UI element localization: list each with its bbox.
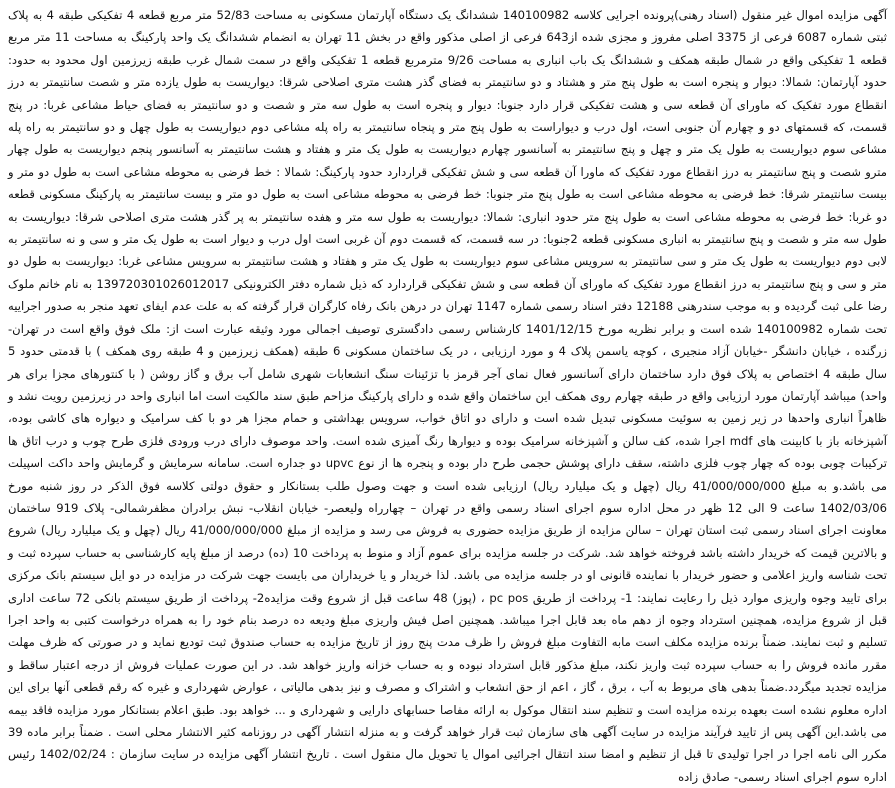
- auction-notice: [8, 4, 888, 784]
- notice-body: آگهی مزایده اموال غیر منقول (اسناد رهنی)پرونده اجرایی کلاسه 140100982 ششدانگ یک دستگاه آپارتمان مسکونی به مساحت 52/83 متر مربع قطعه 4 تفکیکی طبقه 4 به پلاک ثبتی شماره 6087 فرعی از 3375 اصلی مفروز و مجزی شده از643 فرعی از اصلی مذکور واقع در بخش 11 تهران به انضمام ششدانگ یک واحد پارکینگ به مساحت 11 متر مربع قطعه 1 تفکیکی واقع در شمال طبقه همکف و ششدانگ یک باب انباری به مساحت 9/26 مترمربع قطعه 1 تفکیکی واقع در سمت شمال غرب طبقه زیرزمین اول محدود به حدود: حدود آپارتمان: شمالا: دیوار و پنجره است به طول پنج متر و هشتاد و دو سانتیمتر به فضای گذر هشت متری اصلاحی شرقا: دیواریست به طول یازده متر و شصت سانتیمتر به درز انقطاع مورد تفکیک که ماورای آن قطعه سی و هشت تفکیکی قرار دارد جنوبا: دیوار و پنجره است به طول سه متر و شصت و دو سانتیمتر به فضای حیاط مشاعی غربا: در پنج قسمت، که قسمتهای دو و چهارم آن جنوبی است، اول درب و دیواراست به طول پنج متر و پنجاه سانتیمتر به راه پله مشاعی دوم دیواریست به طول چهل و دو سانتیمتر به راه پله مشاعی سوم دیواریست به طول یک متر و چهل و پنج سانتیمتر به آسانسور چهارم دیواریست به طول یک متر و هفتاد و هشت سانتیمتر به آسانسور پنجم دیواریست به طول چهار مترو شصت و پنج سانتیمتر به درز انقطاع مورد تفکیک که ماورا آن قطعه سی و شش تفکیکی قراردارد حدود پارکینگ: شمالا : خط فرضی به محوطه مشاعی است به طول دو متر و بیست سانتیمتر شرقا: خط فرضی به محوطه مشاعی است به طول پنج متر جنوبا: خط فرضی به محوطه مشاعی است به طول دو متر و بیست سانتیمتر به پارکینگ مسکونی قطعه دو غربا: خط فرضی به محوطه مشاعی است به طول پنج متر حدود انباری: شمالا: دیواریست به طول سه متر و هفده سانتیمتر به پر گذر هشت متری اصلاحی شرقا: دیواریست به طول سه متر و شصت و پنج سانتیمتر به انباری مسکونی قطعه 2جنوبا: در سه قسمت، که قسمت دوم آن غربی است اول درب و دیوار است به طول یک متر و سی و نه سانتیمتر به لابی دوم دیواریست به طول یک متر و سی سانتیمتر به سرویس مشاعی سوم دیواریست به طول یک متر و هفتاد و هشت سانتیمتر به سرویس مشاعی غربا: دیواریست به طول دو متر و سی و پنج سانتیمتر به درز انقطاع مورد تفکیک که ماورای آن قطعه سی و شش تفکیکی قراردارد که ذیل شماره دفتر الکترونیکی 139720301026012017 به نام خانم ملوک رضا علی ثبت گردیده و به موجب سندرهنی 12188 دفتر اسناد رسمی شماره 1147 تهران در درهن بانک رفاه کارگران قرار گرفته که به علت عدم ایفای تعهد منجر به صدور اجراییه تحت شماره 140100982 شده است و برابر نظریه مورخ 1401/12/15 کارشناس رسمی دادگستری توصیف اجمالی مورد وثیقه عبارت است از: ملک فوق واقع است در تهران- زرگنده ، خیابان دانشگر -خیابان آزاد منجیری ، کوچه یاسمن پلاک 4 و مورد ارزیابی ، در یک ساختمان مسکونی 6 طبقه (همکف زیرزمین و 4 طبقه روی همکف ) با قدمتی حدود 5 سال طبقه 4 اختصاص به پلاک فوق دارد ساختمان دارای آسانسور فعال نمای آجر قرمز با تزئینات سنگ انشعابات شهری شامل آب برق و گاز روشن ( با کنتورهای مجزا برای هر واحد) میباشد آپارتمان مورد ارزیابی واقع در طبقه چهارم روی همکف این ساختمان واقع شده و دارای پارکینگ مزاحم طبق سند مالکیت است اما انباری واحد در زیرزمین رویت نشد و ظاهراً انباری واحدها در زیر زمین به سوئیت مسکونی تبدیل شده است و دارای دو اتاق خواب، سرویس بهداشتی و حمام مجزا هر دو با کف سرامیک و دیواره های کاشی بوده، آشپزخانه باز با کابینت های mdf اجرا شده، کف سالن و آشپزخانه سرامیک بوده و دیوارها رنگ آمیزی شده است. واحد موصوف دارای درب ورودی فلزی طرح چوب و درب اتاق ها ترکیبات چوبی بوده که چهار چوب فلزی داشته، سقف دارای پوشش حجمی طرح دار بوده و پنجره ها از نوع upvc دو جداره است. سامانه سرمایش و گرمایش واحد داکت اسپیلت می باشد.و به مبلغ 41/000/000/000 ریال (چهل و یک میلیارد ریال) ارزیابی شده است و جهت وصول طلب بستانکار و حقوق دولتی کلاسه فوق الذکر در روز شنبه مورخ 1402/03/06 ساعت 9 الی 12 ظهر در محل اداره سوم اجرای اسناد رسمی واقع در تهران – چهارراه ولیعصر- خیابان انقلاب- نبش برادران مظفرشمالی- پلاک 919 ساختمان معاونت اجرای اسناد رسمی ثبت استان تهران – سالن مزایده از طریق مزایده حضوری به فروش می رسد و مزایده از مبلغ 41/000/000/000 ریال (چهل و یک میلیارد ریال) شروع و بالاترین قیمت که خریدار داشته باشد فروخته خواهد شد. شرکت در جلسه مزایده برای عموم آزاد و منوط به پرداخت 10 (ده) درصد از مبلغ پایه کارشناسی به حساب سپرده ثبت و تحت شناسه واریز اعلامی و حضور خریدار با نماینده قانونی او در جلسه مزایده می باشد. لذا خریدار و یا خریداران می بایست جهت شرکت در مزایده در دو ایل سیستم بانک مرکزی برای تایید وجوه واریزی موارد ذیل را رعایت نمایند: 1- پرداخت از طریق pc pos ، (پوز) 48 ساعت قبل از شروع وقت مزایده2- پرداخت از طریق سیستم بانکی 72 ساعت اداری قبل از شروع مزایده، همچنین استرداد وجوه از دهم ماه بعد قابل اجرا میباشد. همچنین اصل فیش واریزی مبلغ ودیعه ده درصد بنام خود را به همراه درخواست کتبی به واحد اجرا تسلیم و ثبت نمایند. ضمناً برنده مزایده مکلف است مابه التفاوت مبلغ فروش را ظرف مدت پنج روز از تاریخ مزایده به حساب صندوق ثبت تودیع نماید و در صورتی که ظرف مهلت مقرر مانده فروش را به حساب سپرده ثبت واریز نکند، مبلغ مذکور قابل استرداد نبوده و به حساب خزانه واریز خواهد شد. در این صورت عملیات فروش از درجه اعتبار ساقط و مزایده تجدید میگردد.ضمناً بدهی های مربوط به آب ، برق ، گاز ، اعم از حق انشعاب و اشتراک و مصرف و نیز بدهی مالیاتی ، عوارض شهرداری و غیره که رقم قطعی آنها برای این اداره معلوم نشده است بعهده برنده مزایده است و تنظیم سند انتقال موکول به ارائه مفاصا حسابهای دارایی و شهرداری و ... خواهد بود. طبق اعلام بستانکار مورد مزایده فاقد بیمه می باشد.این آگهی پس از تایید فرآیند مزایده در سایت آگهی های سازمان ثبت قرار خواهد گرفت و به منزله انتشار آگهی در روزنامه کثیر الانتشار محلی است . ضمناً برابر ماده 39 مکرر الی نامه اجرا در اجرا تولیدی تا قبل از تنظیم و امضا سند انتقال اجرائیی اموال یا تحویل مال منقول است . تاریخ انتشار آگهی مزایده در سایت سازمان : 1402/02/24 رئیس اداره سوم اجرای اسناد رسمی- صادق زاده: [8, 8, 888, 784]
